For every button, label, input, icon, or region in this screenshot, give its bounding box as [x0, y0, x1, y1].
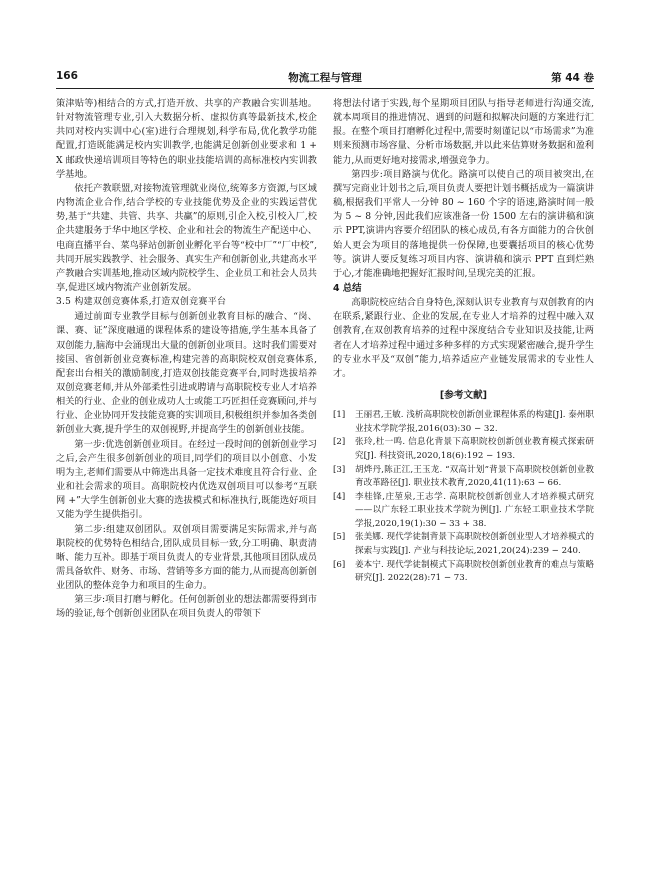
reference-text: 张玲,杜一鸣. 信息化背景下高职院校创新创业教育模式探索研究[J]. 科技资讯,2020,18(6):192 − 193.: [355, 437, 594, 461]
paragraph: 将想法付诸于实践,每个星期项目团队与指导老师进行沟通交流,就本周项目的推进情况、遇到的问题和拟解决问题的方案进行汇报。在整个项目打磨孵化过程中,需要时刻谨记以“市场需求”为准则来预测市场容量、分析市场数据,并以此来估算财务数据和盈利能力,从而更好地对接需求,增强竞争力。: [333, 98, 594, 166]
references-heading: [参考文献]: [439, 389, 488, 401]
reference-item: [333, 531, 594, 558]
reference-number: [1]: [333, 410, 346, 421]
page-header: [56, 70, 594, 86]
left-column: [56, 97, 317, 622]
section-heading-3-5: 3.5 构建双创竞赛体系,打造双创竞赛平台: [56, 297, 227, 308]
right-column: [333, 97, 594, 586]
reference-item: [333, 409, 594, 436]
reference-number: [3]: [333, 464, 346, 475]
page-number: 166: [56, 70, 78, 82]
reference-number: [2]: [333, 437, 346, 448]
paragraph: 第四步:项目路演与优化。路演可以使自己的项目被突出,在撰写完商业计划书之后,项目负责人要把计划书概括成为一篇演讲稿,根据我们平常人一分钟 80 ~ 160 个字的语速,路演时间一般为 5 ~ 8 分钟,因此我们应该准备一份 1500 左右的演讲稿和演示 PPT,演讲内容要介绍团队的核心成员,有各方面能力的合伙创始人更会为项目的落地提供一份保障,也要囊括项目的核心优势等。演讲人要反复练习项目内容、演讲稿和演示 PPT 直到烂熟于心,才能准确地把握好汇报时间,呈现完美的汇报。: [333, 168, 594, 279]
section-heading-4: 4 总结: [333, 283, 362, 295]
paragraph: 通过前面专业教学目标与创新创业教育目标的融合、“岗、课、赛、证”深度融通的课程体系的建设等措施,学生基本具备了双创能力,脑海中会涌现出大量的创新创业项目。这时我们需要对接国、省创新创业竞赛标准,构建完善的高职院校双创竞赛体系,配套出台相关的激励制度,打造双创技能竞赛平台,同时选拔培养双创竞赛老师,并从外部柔性引进或聘请与高职院校专业人才培养相关的行业、企业的创业成功人士或能工巧匠担任竞赛顾问,并与行业、企业协同开发技能竞赛的实训项目,积极组织并参加各类创新创业大赛,提升学生的双创视野,并提高学生的创新创业技能。: [56, 311, 317, 436]
header-rule: [56, 88, 594, 89]
reference-text: 姜本宁. 现代学徒制模式下高职院校创新创业教育的难点与策略研究[J]. 2022(28):71 − 73.: [355, 559, 594, 584]
paragraph: 依托产教联盟,对接物流管理就业岗位,统筹多方资源,与区域内物流企业合作,结合学校的专业技能优势及企业的实践运营优势,基于“共建、共管、共享、共赢”的原则,引企入校,引校入厂,校企共建服务于华中地区学校、企业和社会的物流生产配送中心、电商直播平台、菜鸟驿站创新创业孵化平台等“校中厂”“厂中校”,共同开展实践教学、社会服务、真实生产和创新创业,共建高水平产教融合实训基地,推动区域内院校学生、企业员工和社会人员共享,促进区域内物流产业创新发展。: [56, 182, 317, 294]
reference-text: 李桂锋,庄堃泉,王志学. 高职院校创新创业人才培养模式研究——以广东轻工职业技术学院为例[J]. 广东轻工职业技术学院学报,2020,19(1):30 − 33 + 38.: [355, 491, 594, 529]
reference-item: [333, 436, 594, 463]
reference-number: [6]: [333, 559, 346, 570]
paragraph: 第一步:优选创新创业项目。在经过一段时间的创新创业学习之后,会产生很多创新创业的项目,同学们的项目以小创意、小发明为主,老师们需要从中筛选出具备一定技术难度且符合行业、企业和社会需求的项目。高职院校内优选双创项目可以参考“互联网 +”大学生创新创业大赛的选拔模式和标准执行,既能选好项目又能为学生提供指引。: [56, 438, 317, 521]
paragraph: 策津贴等)相结合的方式,打造开放、共享的产教融合实训基地。针对物流管理专业,引入大数据分析、虚拟仿真等最新技术,校企共同对校内实训中心(室)进行合理规划,科学布局,优化教学功能配置,打造既能满足校内实训教学,也能满足创新创业要求和 1 + X 邮政快递培训项目等特色的职业技能培训的高标准校内实训教学基地。: [56, 98, 317, 180]
volume-label: 第 44 卷: [551, 72, 594, 84]
reference-item: [333, 464, 594, 491]
reference-text: 王丽君,王敏. 浅析高职院校创新创业课程体系的构建[J]. 泰州职业技术学院学报,2016(03):30 − 32.: [355, 410, 594, 434]
reference-text: 张美娜. 现代学徒制背景下高职院校创新创业型人才培养模式的探索与实践[J]. 产业与科技论坛,2021,20(24):239 − 240.: [355, 532, 594, 557]
reference-number: [5]: [333, 532, 346, 543]
references-list: [333, 409, 594, 586]
reference-text: 胡烨丹,陈正江,王玉龙. “双高计划”背景下高职院校创新创业教育改革路径[J]. 职业技术教育,2020,41(11):63 − 66.: [355, 464, 594, 489]
journal-title: 物流工程与管理: [288, 72, 362, 84]
reference-item: [333, 559, 594, 586]
reference-number: [4]: [333, 491, 346, 502]
paragraph: 高职院校应结合自身特色,深刻认识专业教育与双创教育的内在联系,紧跟行业、企业的发展,在专业人才培养的过程中融入双创教育,在双创教育培养的过程中深度结合专业知识及技能,让两者在人才培养过程中通过多种多样的方式实现紧密融合,提升学生的专业水平及“双创”能力,培养适应产业链发展需求的专业性人才。: [333, 297, 594, 379]
paragraph: 第三步:项目打磨与孵化。任何创新创业的想法都需要得到市场的验证,每个创新创业团队在项目负责人的带领下: [56, 594, 317, 620]
reference-item: [333, 491, 594, 532]
paragraph: 第二步:组建双创团队。双创项目需要满足实际需求,并与高职院校的优势特色相结合,团队成员目标一致,分工明确、职责清晰、能力互补。即基于项目负责人的专业背景,其他项目团队成员需具备软件、财务、市场、营销等多方面的能力,从而提高创新创业团队的整体竞争力和项目的生命力。: [56, 523, 317, 592]
